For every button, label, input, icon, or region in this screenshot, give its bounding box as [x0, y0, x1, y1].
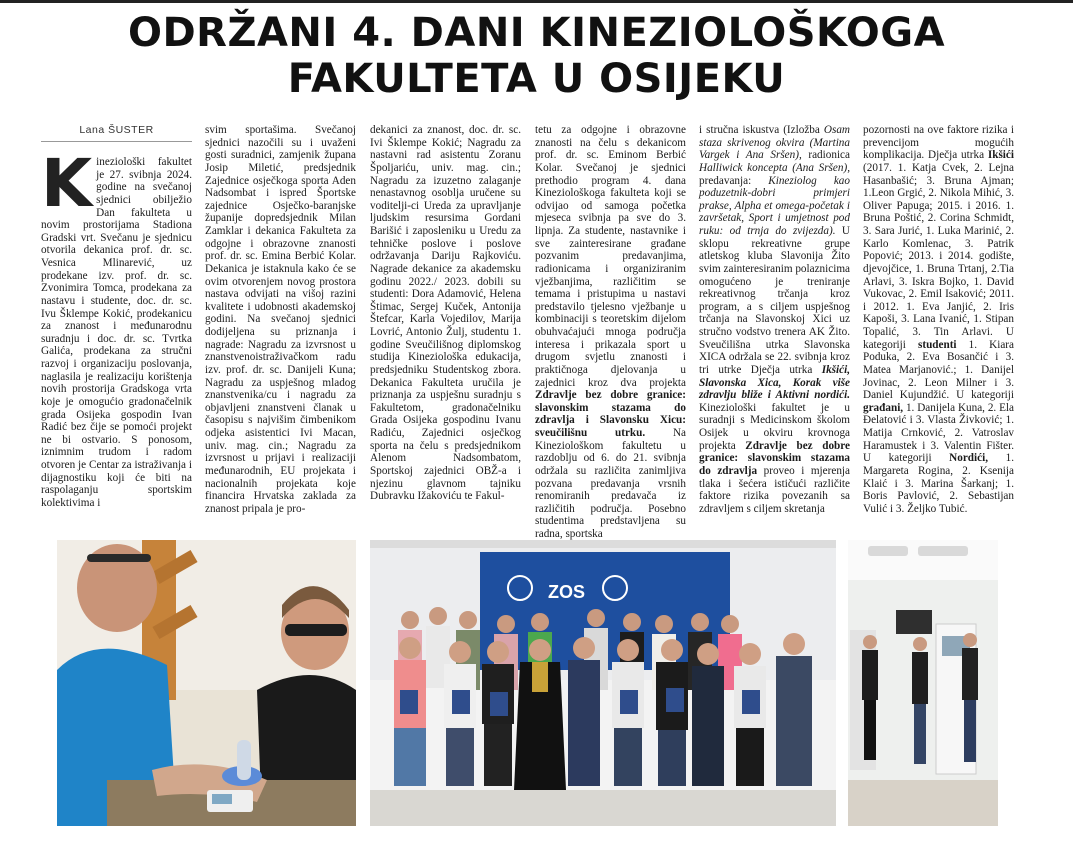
article-text-3: dekanici za znanost, doc. dr. sc. Ivi Šklempe Kokić; Nagradu za nastavni rad asistentu Zoranu Špoljariću, univ. mag. cin.; Nagradu za izuzetno zalaganje nenastavnog osoblja uručene su voditelji-ci Ureda za upravljanje ljudskim resursima Gordani Barišić i zaposleniku u Uredu za tehničke poslove i poslove održavanja Dariju Rajkoviću. Nagrade dekanice za akademsku godinu 2022./ 2023. dobili su studenti: Dora Adamović, Helena Štimac, Sergej Kuček, Antonija Štefcar, Karla Vojedilov, Marija Lovrić, Antonio Žulj, studentu 1. godine Sveučilišnog diplomskog studija Kineziološka edukacija, predsjedniku Studentskog zbora. Dekanica Fakulteta uručila je priznanja za uspješnu suradnju s Fakultetom, gradonačelniku Grada Osijeka gospodinu Ivanu Radiću, Zajednici osječkog sporta na čelu s predsjednikom Alenom Nadsombatom, Sportskoj zajednici OBŽ-a i njezinu glavnom tajniku Dubravku Ižakoviću te Fakul- — [370, 124, 521, 503]
project-title-bold: Zdravlje bez dobre granice: slavonskim stazama do zdravlja i Slavonsku Xicu: sveučilišnu utrku. — [535, 389, 686, 439]
text-run: pozornosti na ove faktore rizika i prevencijom mogućih komplikacija. Dječja utrka — [863, 124, 1014, 162]
text-run: Kineziološki fakultet je u suradnji s Medicinskom školom Osijek u okviru krovnoga projekta — [699, 401, 850, 452]
category-bold: Ikšići — [987, 149, 1014, 162]
photo-illustration — [57, 540, 356, 826]
text-run: tetu za odgojne i obrazovne znanosti na čelu s dekanicom prof. dr. sc. Eminom Berbić Kolar. Svečanoj je sjednici prethodio program 4. dana Kineziološkoga fakulteta koji se odvijao od samoga početka mjeseca svibnja pa sve do 3. lipnja. Za studente, nastavnike i sve zainteresirane građane pozvanim predavanjima, radionicama i organiziranim vježbanjima, različitim se temama i pristupima u nastavi predstavilo tjelesno vježbanje u kombinaciji s teoretskim dijelom obuhvaćajući mnoga područja interesa i prikazala sport u drugom svjetlu znanosti i praktičnoga djelovanja u zajednici kroz dva projekta — [535, 124, 686, 389]
text-run: 1. Kiara Poduka, 2. Eva Bosančić i 3. Matea Marjanović.; 1. Danijel Jovinac, 2. Leon Milner i 3. Daniel Kujundžić. U kategoriji — [863, 338, 1014, 402]
article-text-5 — [699, 124, 850, 515]
category-bold: Nordići, — [949, 452, 989, 465]
screen — [896, 610, 932, 634]
text-run: 1. Margareta Rogina, 2. Ksenija Klaić i 3. Marina Šarkanj; 1. Boris Pavlović, 2. Sebastijan Vulić i 3. Željko Tubić. — [863, 452, 1015, 515]
backdrop-text: ZOS — [548, 582, 586, 602]
text-run: proveo i mjerenja tlaka i šećera ističući različite faktore rizika povezanih sa zdravljem s ciljem skretanja — [699, 464, 850, 515]
project-title-bold: Zdravlje bez dobre granice: slavonskim stazama do zdravlja — [699, 439, 850, 477]
workshop-title-italic: Halliwick koncepta (Ana Sršen), — [699, 161, 850, 174]
photo-blood-pressure-measurement — [57, 540, 356, 826]
article-text-4 — [535, 124, 686, 541]
article-column-4 — [535, 124, 686, 540]
article-column-2 — [205, 124, 356, 530]
photo-award-ceremony — [370, 540, 836, 826]
exhibition-title-italic: Osam staza skrivenog okvira (Martina Vargek i Ana Sršen), — [699, 124, 850, 162]
race-names-bold-italic: Ikšići, Slavonska Xica, Korak više zdravlju bliže i Aktivni nordići. — [699, 363, 850, 402]
headline — [0, 10, 1073, 102]
headline-line2: FAKULTETA U OSIJEKU — [287, 56, 786, 102]
dropcap: K — [41, 145, 93, 222]
text-run: 1. Danijela Kuna, 2. Ela Đelatović i 3. Vlasta Živković; 1. Matija Crnković, 2. Vatroslav Haramustek i 3. Valentin Fišter. U kategoriji — [863, 401, 1014, 465]
text-run: (2017. 1. Katja Cvek, 2. Lejna Hasanbašić; 3. Bruna Ajman; 1.Leon Grgić, 2. Nikola Mihić, 3. Oliver Papuga; 2015. i 2016. 1. Bruna Poštić, 2. Corina Schmidt, 3. Sara Jurić, 1. Luka Marinić, 2. Karlo Komlenac, 3. Patrik Popović; 2013. i 2014. godište, djevojčice, 1. Bruna Trtanj, 2.Tia Arlavi, 3. Iskra Bojko, 1. David Vukovac, 2. Emil Isaković; 2011. i 2012. 1. Eva Janjić, 2. Iris Kapoši, 3. Lana Ivanić, 1. Stipan Topalić, 3. Tin Arlavi. U kategoriji — [863, 161, 1014, 351]
article-text-1: ineziološki fakultet je 27. svibnja 2024. godine na svečanoj sjednici obilježio Dan fakulteta u novim prostorijama Stadiona Gradski vrt. Svečanu je sjednicu otvorila dekanica prof. dr. sc. Vesnica Mlinarević, uz prodekane izv. prof. dr. sc. Zvonimira Tomca, prodekana za nastavu i studente, doc. dr. sc. Ivu Šklempe Kokić, prodekanicu za znanost i međunarodnu suradnju i doc. dr. sc. Tvrtka Galića, prodekana za stručni razvoj i organizaciju poslovanja, naglasila je realizaciju korištenja novih prostorija Gradskoga vrta koje je omogućio gradonačelnik grada Osijeka gospodin Ivan Radić bez čije se pomoći projekt ne bi ostvario. S ponosom, iznimnim trudom i radom otvoren je Centar za istraživanja i dijagnostiku koji će biti na raspolaganju sportskim kolektivima i — [41, 156, 192, 509]
top-rule — [0, 0, 1073, 3]
headline-line1: ODRŽANI 4. DANI KINEZIOLOŠKOGA — [127, 10, 946, 56]
byline: Lana ŠUSTER — [41, 124, 192, 142]
text-run: i stručna iskustva (Izložba — [699, 124, 824, 136]
article-text-2: svim sportašima. Svečanoj sjednici nazočili su i uvaženi gosti suradnici, zamjenik župana Josip Miletić, predsjednik Zajednice osječkoga sporta Aden Nadsombat i ispred Športske zajednice Osječko-baranjske županije dopredsjednik Milan Zamklar i dekanica Fakulteta za odgojne i obrazovne znanosti prof. dr. sc. Emina Berbić Kolar. Dekanica je istaknula kako će se ovim otvorenjem novog prostora nastava odvijati na višoj razini kvalitete i udobnosti akademskoj godini. Na svečanoj sjednici dodijeljena su priznanja i nagrade: Nagradu za izvrsnost u znanstvenoistraživačkom radu izv. prof. dr. sc. Danijeli Kuna; Nagradu za uspješnog mladog znanstvenika/cu i nagradu za objavljeni znanstveni članak u časopisu s najvišim čimbenikom odjeka asistentici Ivi Macan, univ. mag. cin.; Nagradu za izvrsnost u prijavi i realizaciji međunarodnih, EU projekata i nacionalnih projekata koje financira Hrvatska zaklada za znanost pripala je pro- — [205, 124, 356, 515]
article-text-6 — [863, 124, 1014, 515]
article-column-3 — [370, 124, 521, 530]
photo-illustration — [848, 540, 998, 826]
article-column-1 — [41, 124, 192, 530]
lecture-titles-italic: Kineziolog kao poduzetnik-dobri primjeri prakse, Alpha et omega-početak i završetak, Sport i umjetnost pod ruku: od trnja do zvijezda). — [699, 174, 850, 237]
article-column-5 — [699, 124, 850, 530]
photo-exhibition — [848, 540, 998, 826]
photo-illustration — [370, 540, 836, 826]
category-bold: građani, — [863, 401, 904, 414]
category-bold: studenti — [917, 338, 957, 351]
text-run: predavanja: — [699, 174, 769, 187]
text-run: U sklopu rekreativne grupe atletskog kluba Slavonija Žito svim zainteresiranim polaznicima omogućeno je treniranje rekreativnog trčanja kroz program, a s ciljem uspješnog trčanja na Slavonskoj Xici uz stručno vodstvo trenera AK Žito. Sveučilišna utrka Slavonska XICA održala se 22. svibnja kroz tri utrke Dječja utrka — [699, 225, 850, 376]
text-run: Na Kineziološkom fakultetu u razdoblju od 6. do 21. svibnja održala su različita zanimljiva pozvana predavanja vrsnih renomiranih predavača iz različitih područja. Posebno studentima predstavljena su radna, sportska — [535, 427, 686, 540]
text-run: radionica — [801, 149, 850, 162]
article-column-6 — [863, 124, 1014, 530]
